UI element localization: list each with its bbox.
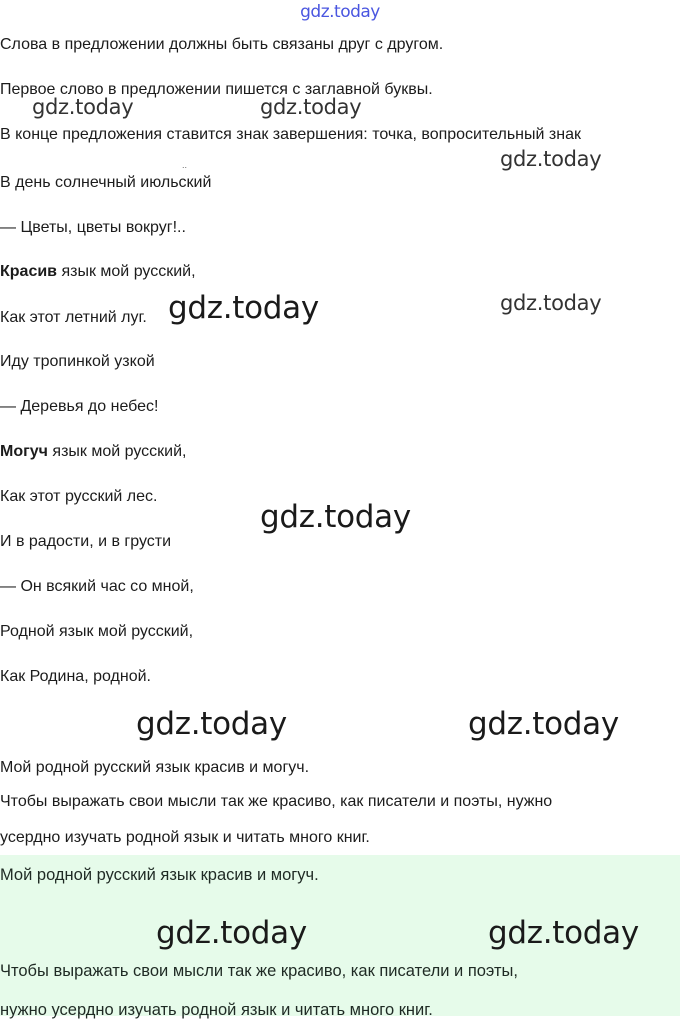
top-watermark: gdz.today	[300, 2, 380, 22]
watermark: gdz.today	[260, 95, 362, 119]
text-line: — Деревья до небес!	[0, 398, 159, 415]
watermark: gdz.today	[500, 291, 602, 315]
bold-word: Могуч	[0, 443, 48, 460]
text-line: усердно изучать родной язык и читать много книг.	[0, 829, 370, 846]
answer-line: Чтобы выражать свои мысли так же красиво, как писатели и поэты,	[0, 962, 518, 980]
text-line: И в радости, и в грусти	[0, 533, 172, 550]
text-line: Как Родина, родной.	[0, 668, 151, 685]
text-line: Слова в предложении должны быть связаны друг с другом.	[0, 36, 444, 53]
text-line: Родной язык мой русский,	[0, 623, 194, 640]
watermark: gdz.today	[168, 290, 319, 326]
text-line: Первое слово в предложении пишется с заглавной буквы.	[0, 81, 433, 98]
text-line: Как этот летний луг.	[0, 309, 147, 326]
watermark: gdz.today	[500, 147, 602, 171]
watermark: gdz.today	[260, 499, 411, 535]
watermark: gdz.today	[136, 706, 287, 742]
poem-line	[0, 442, 186, 462]
watermark: gdz.today	[32, 95, 134, 119]
answer-line: Мой родной русский язык красив и могуч.	[0, 866, 319, 884]
text-line: — Он всякий час со мной,	[0, 578, 194, 595]
answer-line: нужно усердно изучать родной язык и читать много книг.	[0, 1001, 433, 1019]
text-line: — Цветы, цветы вокруг!..	[0, 219, 186, 236]
bold-word: Красив	[0, 263, 58, 280]
text-line: Чтобы выражать свои мысли так же красиво, как писатели и поэты, нужно	[0, 793, 553, 810]
watermark: gdz.today	[156, 915, 307, 951]
text-line: Мой родной русский язык красив и могуч.	[0, 759, 310, 776]
text-fragment: ..	[182, 160, 188, 170]
poem-line-rest: язык мой русский,	[47, 443, 187, 460]
watermark: gdz.today	[468, 706, 619, 742]
poem-line-rest: язык мой русский,	[57, 263, 196, 280]
text-line: В день солнечный июльский	[0, 174, 212, 191]
text-line: Как этот русский лес.	[0, 488, 158, 505]
watermark: gdz.today	[488, 915, 639, 951]
text-line: Иду тропинкой узкой	[0, 353, 155, 370]
poem-line	[0, 262, 196, 282]
text-line: В конце предложения ставится знак завершения: точка, вопросительный знак	[0, 126, 581, 143]
